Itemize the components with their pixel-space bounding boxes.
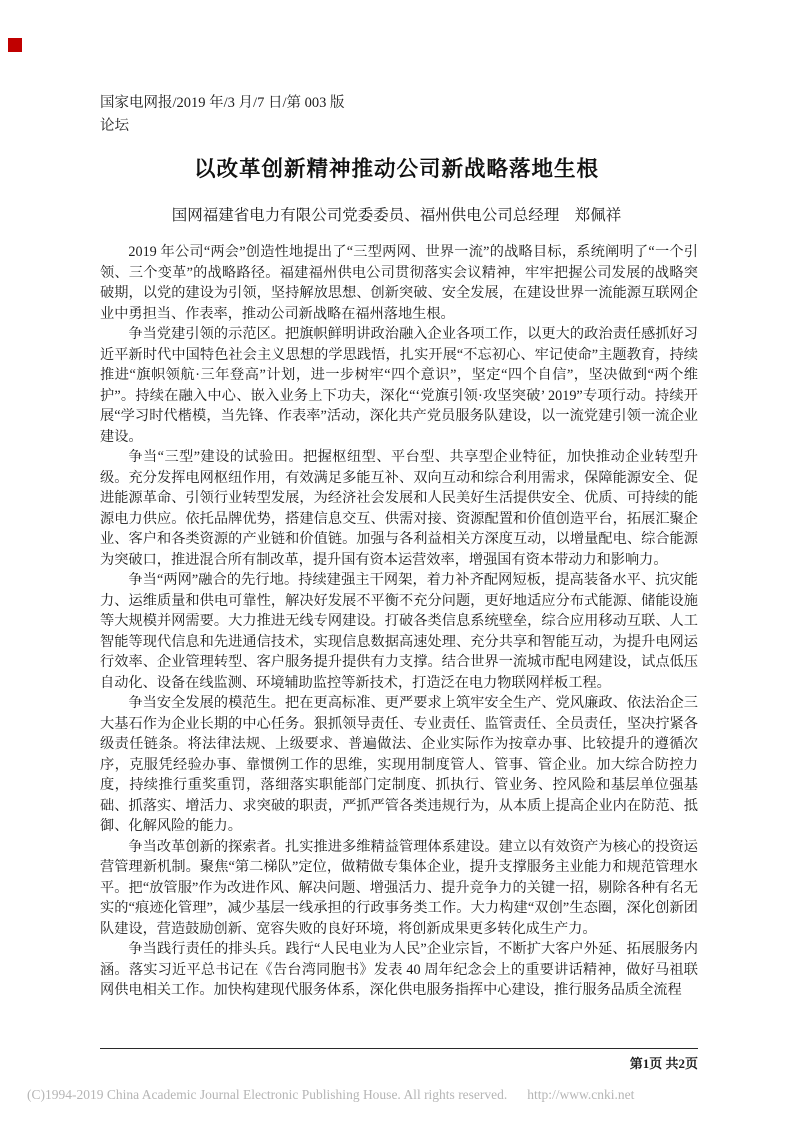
red-square-marker [8,38,22,52]
article-paragraph: 争当“两网”融合的先行地。持续建强主干网架，着力补齐配网短板，提高装备水平、抗灾能力、运维质量和供电可靠性，解决好发展不平衡不充分问题，更好地适应分布式能源、储能设施等大规模并网需要。大力推进无线专网建设。打破各类信息系统壁垒，综合应用移动互联、人工智能等现代信息和先进通信技术，实现信息数据高速处理、充分共享和智能互动，为提升电网运行效率、企业管理转型、客户服务提升提供有力支撑。结合世界一流城市配电网建设，试点低压自动化、设备在线监测、环境辅助监控等新技术，打造泛在电力物联网样板工程。 [100,572,698,691]
article-paragraph: 2019 年公司“两会”创造性地提出了“三型两网、世界一流”的战略目标，系统阐明了“一个引领、三个变革”的战略路径。福建福州供电公司贯彻落实会议精神，牢牢把握公司发展的战略突破期，以党的建设为引领，坚持解放思想、创新突破、安全发展，在建设世界一流能源互联网企业中勇担当、作表率，推动公司新战略在福州落地生根。 [100,244,698,322]
source-line: 国家电网报/2019 年/3 月/7 日/第 003 版 [100,95,345,111]
article-title: 以改革创新精神推动公司新战略落地生根 [193,157,599,181]
page-indicator: 第1页 共2页 [629,1056,698,1071]
cnki-url: http://www.cnki.net [527,1087,635,1102]
article-paragraph: 争当改革创新的探索者。扎实推进多维精益管理体系建设。建立以有效资产为核心的投资运营管理新机制。聚焦“第二梯队”定位，做精做专集体企业，提升支撑服务主业能力和规范管理水平。把“放管服”作为改进作风、解决问题、增强活力、提升竞争力的关键一招，剔除各种有名无实的“痕迹化管理”，减少基层一线承担的行政事务类工作。大力构建“双创”生态圈，深化创新团队建设，营造鼓励创新、宽容失败的良好环境，将创新成果更多转化成生产力。 [100,838,698,937]
article-paragraph: 争当安全发展的模范生。把在更高标准、更严要求上筑牢安全生产、党风廉政、依法治企三大基石作为企业长期的中心任务。狠抓领导责任、专业责任、监管责任、全员责任，坚决拧紧各级责任链条。将法律法规、上级要求、普遍做法、企业实际作为按章办事、比较提升的遵循次序，克服凭经验办事、靠惯例工作的思维，实现用制度管人、管事、管企业。加大综合防控力度，持续推行重奖重罚，落细落实职能部门定制度、抓执行、管业务、控风险和基层单位强基础、抓落实、增活力、求突破的职责，严抓严管各类违规行为，从本质上提高企业内在防范、抵御、化解风险的能力。 [100,695,698,834]
article-body [100,242,698,1042]
section-label: 论坛 [100,118,129,134]
copyright-text: (C)1994-2019 China Academic Journal Electronic Publishing House. All rights reserved. [27,1087,508,1102]
article-paragraph: 争当“三型”建设的试验田。把握枢纽型、平台型、共享型企业特征，加快推动企业转型升级。充分发挥电网枢纽作用，有效满足多能互补、双向互动和综合利用需求，保障能源安全、促进能源革命、引领行业转型发展，为经济社会发展和人民美好生活提供安全、优质、可持续的能源电力供应。依托品牌优势，搭建信息交互、供需对接、资源配置和价值创造平台，拓展汇聚企业、客户和各类资源的产业链和价值链。加强与各利益相关方深度互动，以增量配电、综合能源为突破口，推进混合所有制改革，提升国有资本运营效率，增强国有资本带动力和影响力。 [100,449,698,568]
footer-divider [100,1048,698,1049]
article-byline: 国网福建省电力有限公司党委委员、福州供电公司总经理 郑佩祥 [171,207,622,224]
copyright-notice [27,1087,767,1103]
article-paragraph: 争当党建引领的示范区。把旗帜鲜明讲政治融入企业各项工作，以更大的政治责任感抓好习近平新时代中国特色社会主义思想的学思践悟，扎实开展“不忘初心、牢记使命”主题教育，持续推进“旗帜领航·三年登高”计划，进一步树牢“四个意识”，坚定“四个自信”，坚决做到“两个维护”。持续在融入中心、嵌入业务上下功夫，深化“‘党旗引领·攻坚突破’ 2019”专项行动。持续开展“学习时代楷模，当先锋、作表率”活动，深化共产党员服务队建设，以一流党建引领一流企业建设。 [100,326,698,445]
article-meta [100,92,698,138]
article-paragraph: 争当践行责任的排头兵。践行“人民电业为人民”企业宗旨，不断扩大客户外延、拓展服务内涵。落实习近平总书记在《告台湾同胞书》发表 40 周年纪念会上的重要讲话精神，做好马祖联网供电相关工作。加快构建现代服务体系，深化供电服务指挥中心建设，推行服务品质全流程 [100,941,698,998]
